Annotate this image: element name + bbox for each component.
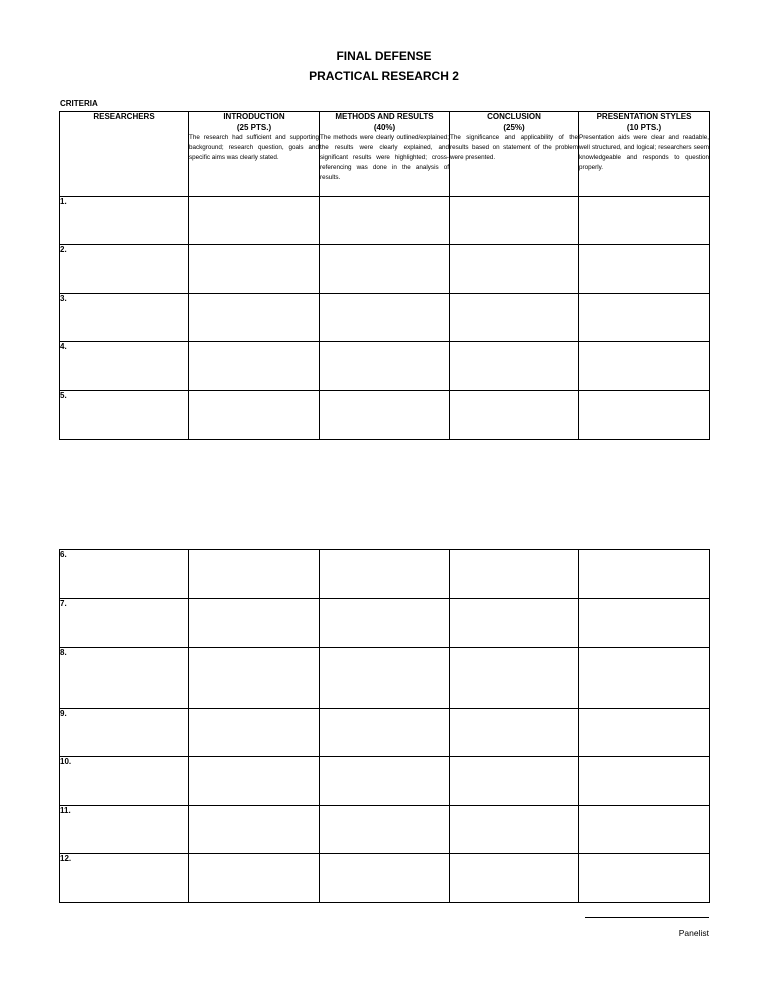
grading-table-top (59, 111, 710, 440)
table-row (60, 757, 710, 806)
table-row (60, 599, 710, 648)
score-cell-conclusion[interactable] (450, 709, 579, 757)
score-cell-presentation[interactable] (579, 709, 710, 757)
table-row (60, 854, 710, 903)
panelist-signature-line[interactable] (585, 917, 709, 918)
researcher-number: 8. (60, 648, 189, 709)
score-cell-methods[interactable] (320, 854, 450, 903)
score-cell-presentation[interactable] (579, 294, 710, 342)
criteria-label: CRITERIA (60, 99, 98, 108)
researcher-number: 4. (60, 342, 189, 391)
table-row (60, 294, 710, 342)
score-cell-introduction[interactable] (189, 550, 320, 599)
document-title: FINAL DEFENSE (336, 49, 432, 63)
researcher-number: 2. (60, 245, 189, 294)
score-cell-introduction[interactable] (189, 806, 320, 854)
score-cell-conclusion[interactable] (450, 197, 579, 245)
score-cell-introduction[interactable] (189, 599, 320, 648)
table-row (60, 342, 710, 391)
table-row (60, 245, 710, 294)
researcher-number: 11. (60, 806, 189, 854)
score-cell-introduction[interactable] (189, 757, 320, 806)
researcher-number: 7. (60, 599, 189, 648)
score-cell-presentation[interactable] (579, 550, 710, 599)
score-cell-conclusion[interactable] (450, 342, 579, 391)
researcher-number: 5. (60, 391, 189, 440)
column-header-researchers (60, 112, 189, 197)
researcher-number: 12. (60, 854, 189, 903)
score-cell-methods[interactable] (320, 245, 450, 294)
score-cell-conclusion[interactable] (450, 245, 579, 294)
score-cell-conclusion[interactable] (450, 854, 579, 903)
score-cell-presentation[interactable] (579, 197, 710, 245)
researcher-number: 9. (60, 709, 189, 757)
score-cell-conclusion[interactable] (450, 550, 579, 599)
column-title: INTRODUCTION (223, 112, 285, 121)
score-cell-presentation[interactable] (579, 245, 710, 294)
column-header-methods-and-results (320, 112, 450, 197)
score-cell-methods[interactable] (320, 757, 450, 806)
column-points: (40%) (373, 123, 396, 132)
table-row (60, 550, 710, 599)
column-header-presentation-styles (579, 112, 710, 197)
column-points: (25 PTS.) (236, 123, 272, 132)
researcher-number: 6. (60, 550, 189, 599)
column-description: Presentation aids were clear and readable, well structured, and logical; researchers seem knowledgeable and responds to question properly. (579, 134, 709, 171)
score-cell-introduction[interactable] (189, 197, 320, 245)
score-cell-methods[interactable] (320, 806, 450, 854)
panelist-label: Panelist (678, 928, 709, 938)
score-cell-conclusion[interactable] (450, 391, 579, 440)
score-cell-conclusion[interactable] (450, 806, 579, 854)
column-title: CONCLUSION (487, 112, 541, 121)
column-header-introduction (189, 112, 320, 197)
researcher-number: 10. (60, 757, 189, 806)
table-row (60, 709, 710, 757)
score-cell-introduction[interactable] (189, 709, 320, 757)
table-row (60, 391, 710, 440)
score-cell-presentation[interactable] (579, 599, 710, 648)
document-subtitle: PRACTICAL RESEARCH 2 (309, 69, 459, 83)
column-points: (10 PTS.) (626, 123, 662, 132)
column-description: The research had sufficient and supporting background; research question, goals and specific aims was clearly stated. (189, 134, 319, 161)
table-row (60, 806, 710, 854)
score-cell-conclusion[interactable] (450, 648, 579, 709)
column-title: PRESENTATION STYLES (596, 112, 692, 121)
score-cell-presentation[interactable] (579, 342, 710, 391)
score-cell-methods[interactable] (320, 599, 450, 648)
score-cell-methods[interactable] (320, 294, 450, 342)
score-cell-introduction[interactable] (189, 342, 320, 391)
score-cell-presentation[interactable] (579, 391, 710, 440)
score-cell-methods[interactable] (320, 648, 450, 709)
table-header-row (60, 112, 710, 197)
table-row (60, 197, 710, 245)
score-cell-methods[interactable] (320, 197, 450, 245)
score-cell-methods[interactable] (320, 342, 450, 391)
score-cell-conclusion[interactable] (450, 599, 579, 648)
column-description: The methods were clearly outlined/explained; the results were clearly explained, and significant results were highlighted; cross-referencing was done in the analysis of results. (320, 134, 449, 181)
score-cell-introduction[interactable] (189, 854, 320, 903)
score-cell-introduction[interactable] (189, 391, 320, 440)
column-header-conclusion (450, 112, 579, 197)
column-description: The significance and applicability of the results based on statement of the problem were presented. (450, 134, 578, 161)
score-cell-conclusion[interactable] (450, 294, 579, 342)
column-points: (25%) (503, 123, 525, 132)
researcher-number: 1. (60, 197, 189, 245)
score-cell-presentation[interactable] (579, 854, 710, 903)
score-cell-introduction[interactable] (189, 648, 320, 709)
column-title: RESEARCHERS (93, 112, 155, 121)
score-cell-methods[interactable] (320, 709, 450, 757)
score-cell-methods[interactable] (320, 550, 450, 599)
score-cell-methods[interactable] (320, 391, 450, 440)
score-cell-presentation[interactable] (579, 757, 710, 806)
researcher-number: 3. (60, 294, 189, 342)
column-title: METHODS AND RESULTS (335, 112, 434, 121)
score-cell-presentation[interactable] (579, 648, 710, 709)
table-row (60, 648, 710, 709)
score-cell-conclusion[interactable] (450, 757, 579, 806)
grading-table-bottom (59, 549, 710, 903)
score-cell-introduction[interactable] (189, 245, 320, 294)
score-cell-presentation[interactable] (579, 806, 710, 854)
score-cell-introduction[interactable] (189, 294, 320, 342)
